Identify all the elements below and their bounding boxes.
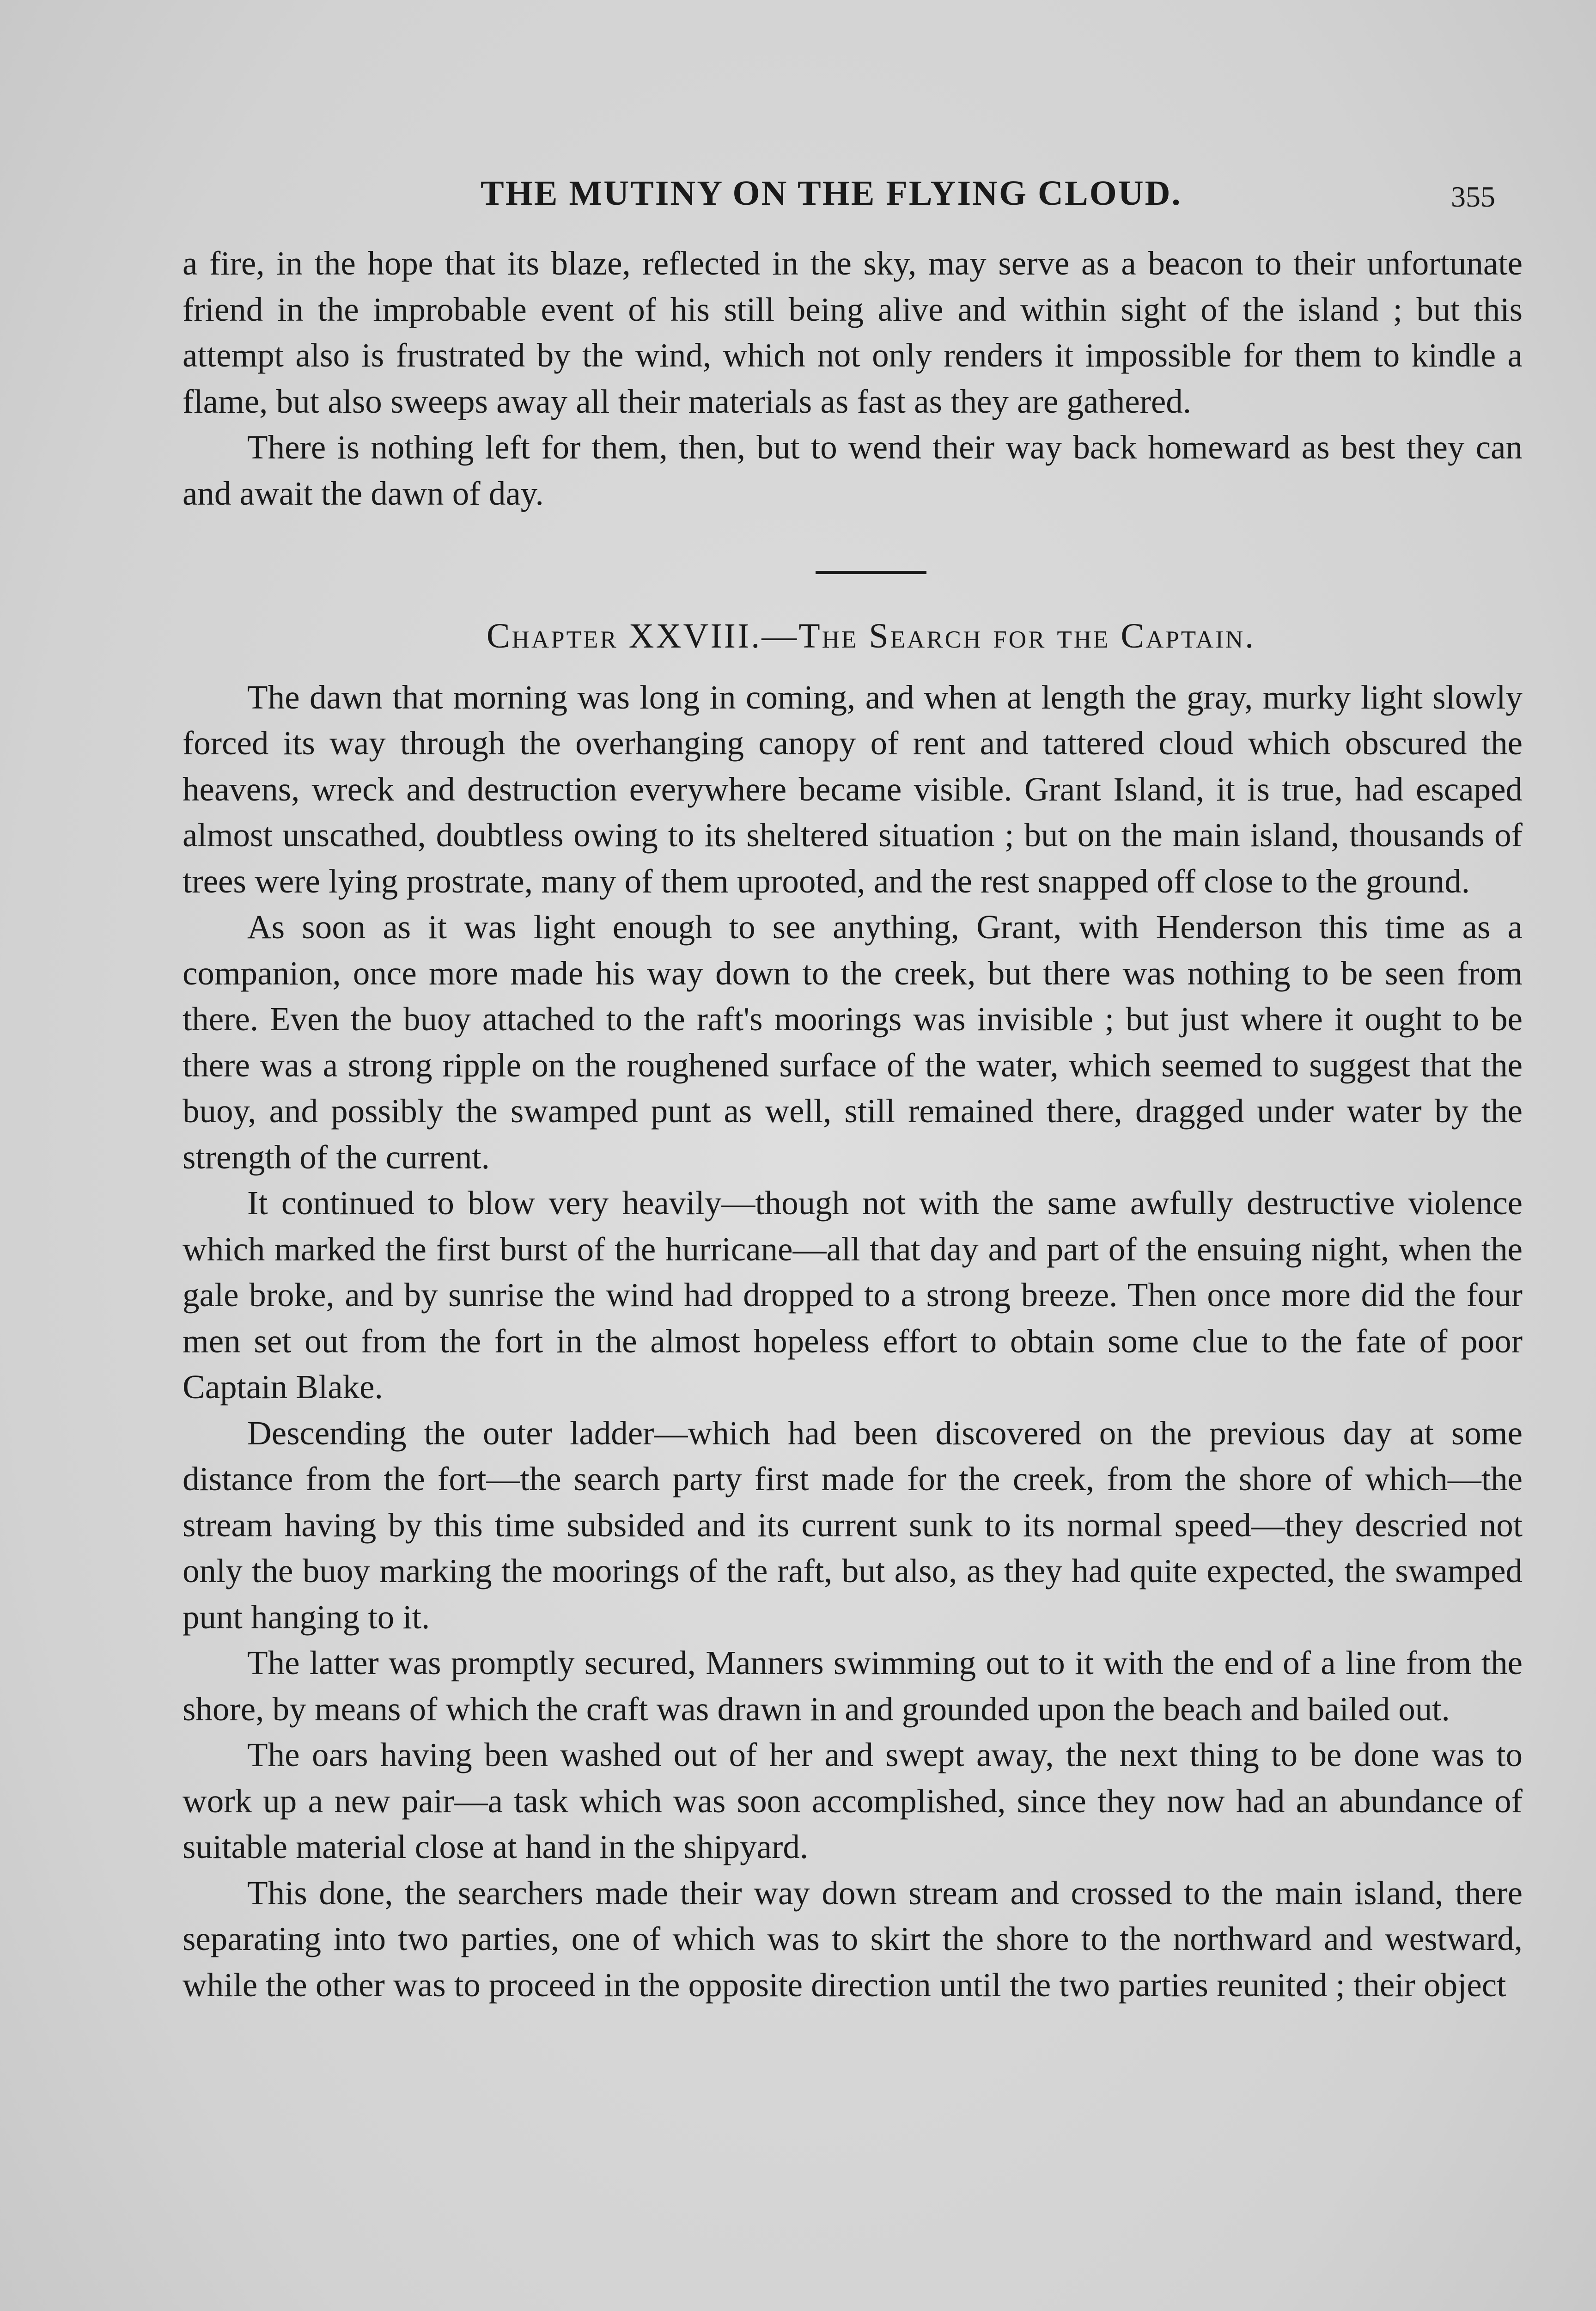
paragraph: As soon as it was light enough to see anything, Grant, with Henderson this time as a companion, once more made his way down to the creek, but there was nothing to be seen from there. Even the buoy attached to the raft's moorings was invisible ; but just where it ought to be there was a strong ripple on the roughened surface of the water, which seemed to suggest that the buoy, and possibly the swamped punt as well, still remained there, dragged under water by the strength of the current. <box>183 908 1523 1176</box>
chapter-heading: Chapter XXVIII.—The Search for the Captain. <box>486 617 1256 655</box>
paragraph: Descending the outer ladder—which had been discovered on the previous day at some distance from the fort—the search party first made for the creek, from the shore of which—the stream having by this time subsided and its current sunk to its normal speed—they descried not only the buoy marking the moorings of the raft, but also, as they had quite expected, the swamped punt hanging to it. <box>183 1414 1523 1636</box>
paragraph: The dawn that morning was long in coming, and when at length the gray, murky light slowly forced its way through the overhanging canopy of rent and tattered cloud which obscured the heavens, wreck and destruction everywhere became visible. Grant Island, it is true, had escaped almost unscathed, doubtless owing to its sheltered situation ; but on the main island, thousands of trees were lying prostrate, many of them uprooted, and the rest snapped off close to the ground. <box>183 678 1523 900</box>
body-text <box>183 240 1523 2008</box>
paragraph: There is nothing left for them, then, but to wend their way back homeward as best they can and await the dawn of day. <box>183 428 1523 512</box>
running-title: THE MUTINY ON THE FLYING CLOUD. <box>481 174 1182 213</box>
section-divider <box>816 571 926 574</box>
paragraph: This done, the searchers made their way down stream and crossed to the main island, there separating into two parties, one of which was to skirt the shore to the northward and westward, while the other was to proceed in the opposite direction until the two parties reunited ; their object <box>183 1874 1523 2004</box>
paragraph: The oars having been washed out of her and swept away, the next thing to be done was to work up a new pair—a task which was soon accomplished, since they now had an abundance of suitable material close at hand in the shipyard. <box>183 1736 1523 1865</box>
paragraph: It continued to blow very heavily—though not with the same awfully destructive violence which marked the first burst of the hurricane—all that day and part of the ensuing night, when the gale broke, and by sunrise the wind had dropped to a strong breeze. Then once more did the four men set out from the fort in the almost hopeless effort to obtain some clue to the fate of poor Captain Blake. <box>183 1184 1523 1406</box>
paragraph-continued: a fire, in the hope that its blaze, reflected in the sky, may serve as a beacon to their unfortunate friend in the improbable event of his still being alive and within sight of the island ; but this attempt also is frustrated by the wind, which not only renders it impossible for them to kindle a flame, but also sweeps away all their materials as fast as they are gathered. <box>183 245 1523 420</box>
running-head <box>0 173 1596 229</box>
paragraph: The latter was promptly secured, Manners swimming out to it with the end of a line from the shore, by means of which the craft was drawn in and grounded upon the beach and bailed out. <box>183 1644 1523 1728</box>
page-number: 355 <box>1451 180 1495 213</box>
